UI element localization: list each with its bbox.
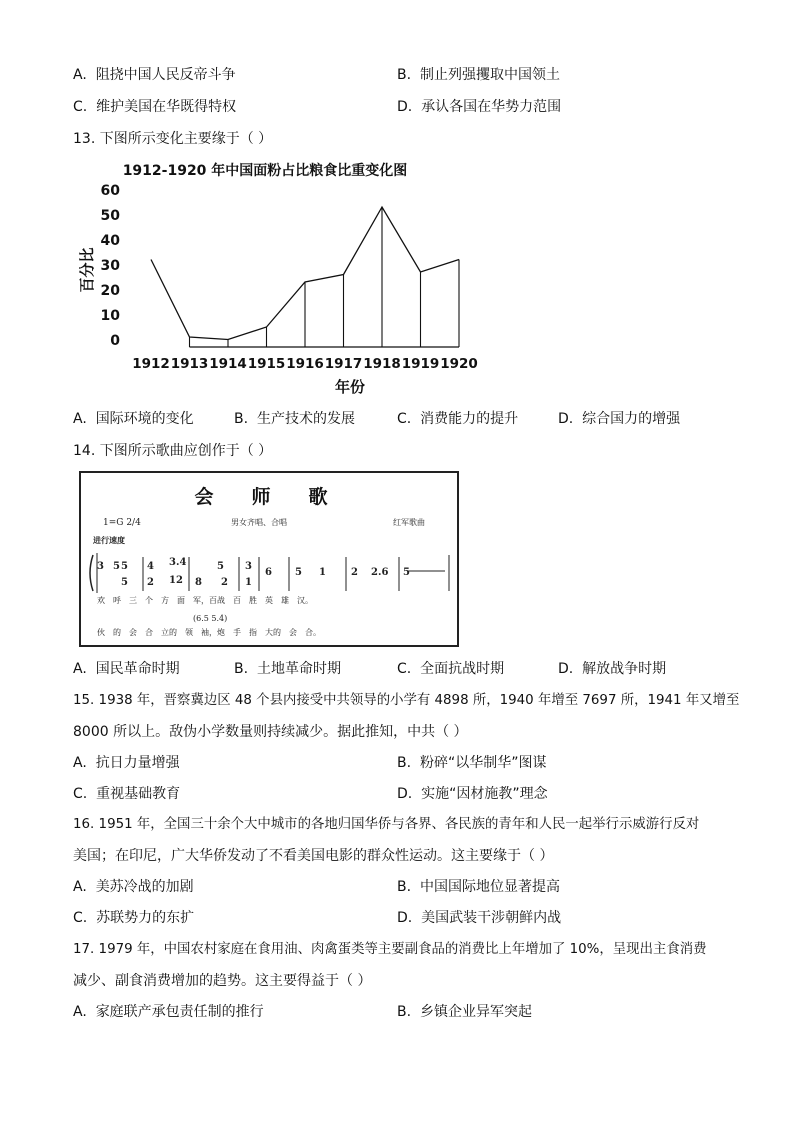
q15-option-c: C. 重视基础教育	[73, 786, 181, 802]
svg-text:2: 2	[147, 577, 154, 588]
chart-title: 1912-1920 年中国面粉占比粮食比重变化图	[122, 163, 408, 179]
q14-option-c: C. 全面抗战时期	[397, 661, 505, 677]
svg-text:4: 4	[147, 561, 154, 572]
y-tick-label: 20	[100, 283, 120, 299]
q13-stem: 13. 下图所示变化主要缘于（ ）	[73, 131, 273, 147]
x-tick-label: 1920	[440, 356, 478, 372]
x-tick-label: 1919	[401, 356, 440, 372]
svg-text:5: 5	[121, 561, 128, 572]
score-key: 1=G 2/4	[103, 518, 141, 528]
q16-option-b: B. 中国国际地位显著提高	[397, 879, 560, 895]
svg-text:2: 2	[351, 567, 358, 578]
x-tick-label: 1912	[132, 356, 170, 372]
q13-option-b: B. 生产技术的发展	[234, 411, 355, 427]
chart-ylabel: 百分比	[78, 247, 96, 293]
y-tick-label: 50	[100, 208, 120, 224]
svg-text:8: 8	[195, 577, 202, 588]
svg-text:3: 3	[245, 561, 252, 572]
q12-option-d: D. 承认各国在华势力范围	[397, 99, 562, 115]
svg-text:2: 2	[221, 577, 228, 588]
y-tick-label: 40	[100, 233, 120, 249]
q12-option-a: A. 阻挠中国人民反帝斗争	[73, 67, 236, 83]
svg-text:(6.5 5.4): (6.5 5.4)	[193, 614, 228, 623]
svg-text:3.4: 3.4	[169, 557, 187, 568]
q16-stem-line1: 16. 1951 年，全国三十余个大中城市的各地归国华侨与各界、各民族的青年和人民一起举行示威游行反对	[73, 817, 700, 832]
svg-text:5: 5	[295, 567, 302, 578]
score-source: 红军歌曲	[393, 518, 425, 527]
x-tick-label: 1918	[363, 356, 401, 372]
q17-stem-line2: 减少、副食消费增加的趋势。这主要得益于（ ）	[73, 973, 372, 989]
score-lyrics-2: 伙 的 会 合 立的 领 袖，炮 手 指 大的 会 合。	[97, 628, 321, 637]
q12-option-c: C. 维护美国在华既得特权	[73, 99, 237, 115]
x-tick-label: 1915	[247, 356, 286, 372]
q16-option-c: C. 苏联势力的东扩	[73, 910, 195, 926]
svg-text:6: 6	[265, 567, 272, 578]
x-tick-label: 1916	[286, 356, 324, 372]
q13-option-c: C. 消费能力的提升	[397, 411, 519, 427]
x-tick-label: 1913	[170, 356, 209, 372]
y-tick-label: 60	[100, 183, 120, 199]
svg-text:5: 5	[121, 577, 128, 588]
y-tick-label: 30	[100, 258, 120, 274]
q17-option-b: B. 乡镇企业异军突起	[397, 1004, 532, 1020]
q15-stem-line1: 15. 1938 年，晋察冀边区 48 个县内接受中共领导的小学有 4898 所，1940 年增至 7697 所，1941 年又增至	[73, 693, 740, 708]
q16-option-d: D. 美国武装干涉朝鲜内战	[397, 910, 562, 926]
score-performers: 男女齐唱、合唱	[231, 518, 287, 527]
svg-text:5: 5	[217, 561, 224, 572]
q13-option-a: A. 国际环境的变化	[73, 411, 194, 427]
q15-option-b: B. 粉碎“以华制华”图谋	[397, 755, 547, 771]
svg-text:5: 5	[403, 567, 410, 578]
q14-option-d: D. 解放战争时期	[558, 661, 667, 677]
q15-option-a: A. 抗日力量增强	[73, 755, 180, 771]
svg-text:3: 3	[97, 561, 104, 572]
svg-text:1: 1	[319, 567, 326, 578]
svg-text:1: 1	[245, 577, 252, 588]
svg-text:5: 5	[113, 561, 120, 572]
flour-share-chart	[75, 156, 495, 402]
y-tick-label: 0	[110, 333, 120, 349]
q16-option-a: A. 美苏冷战的加剧	[73, 879, 194, 895]
q15-stem-line2: 8000 所以上。敌伪小学数量则持续减少。据此推知，中共（ ）	[73, 724, 468, 740]
q14-option-b: B. 土地革命时期	[234, 661, 341, 677]
svg-text:12: 12	[169, 575, 183, 586]
score-title: 会 师 歌	[194, 486, 328, 508]
x-tick-label: 1914	[209, 356, 247, 372]
q14-stem: 14. 下图所示歌曲应创作于（ ）	[73, 443, 273, 459]
q16-stem-line2: 美国；在印尼，广大华侨发动了不看美国电影的群众性运动。这主要缘于（ ）	[73, 848, 554, 864]
q17-stem-line1: 17. 1979 年，中国农村家庭在食用油、肉禽蛋类等主要副食品的消费比上年增加了 10%，呈现出主食消费	[73, 942, 707, 957]
q15-option-d: D. 实施“因材施教”理念	[397, 786, 548, 802]
score-tempo: 进行速度	[93, 535, 125, 545]
q13-option-d: D. 综合国力的增强	[558, 411, 681, 427]
song-score-image	[79, 471, 459, 647]
chart-xlabel: 年份	[334, 378, 366, 396]
x-tick-label: 1917	[324, 356, 363, 372]
q12-option-b: B. 制止列强攫取中国领土	[397, 67, 560, 83]
q17-option-a: A. 家庭联产承包责任制的推行	[73, 1004, 264, 1020]
q14-option-a: A. 国民革命时期	[73, 661, 180, 677]
svg-text:2.6: 2.6	[371, 567, 389, 578]
score-lyrics-1: 欢 呼 三 个 方 面 军，百战 百 胜 英 雄 汉。	[97, 596, 313, 605]
y-tick-label: 10	[100, 308, 120, 324]
